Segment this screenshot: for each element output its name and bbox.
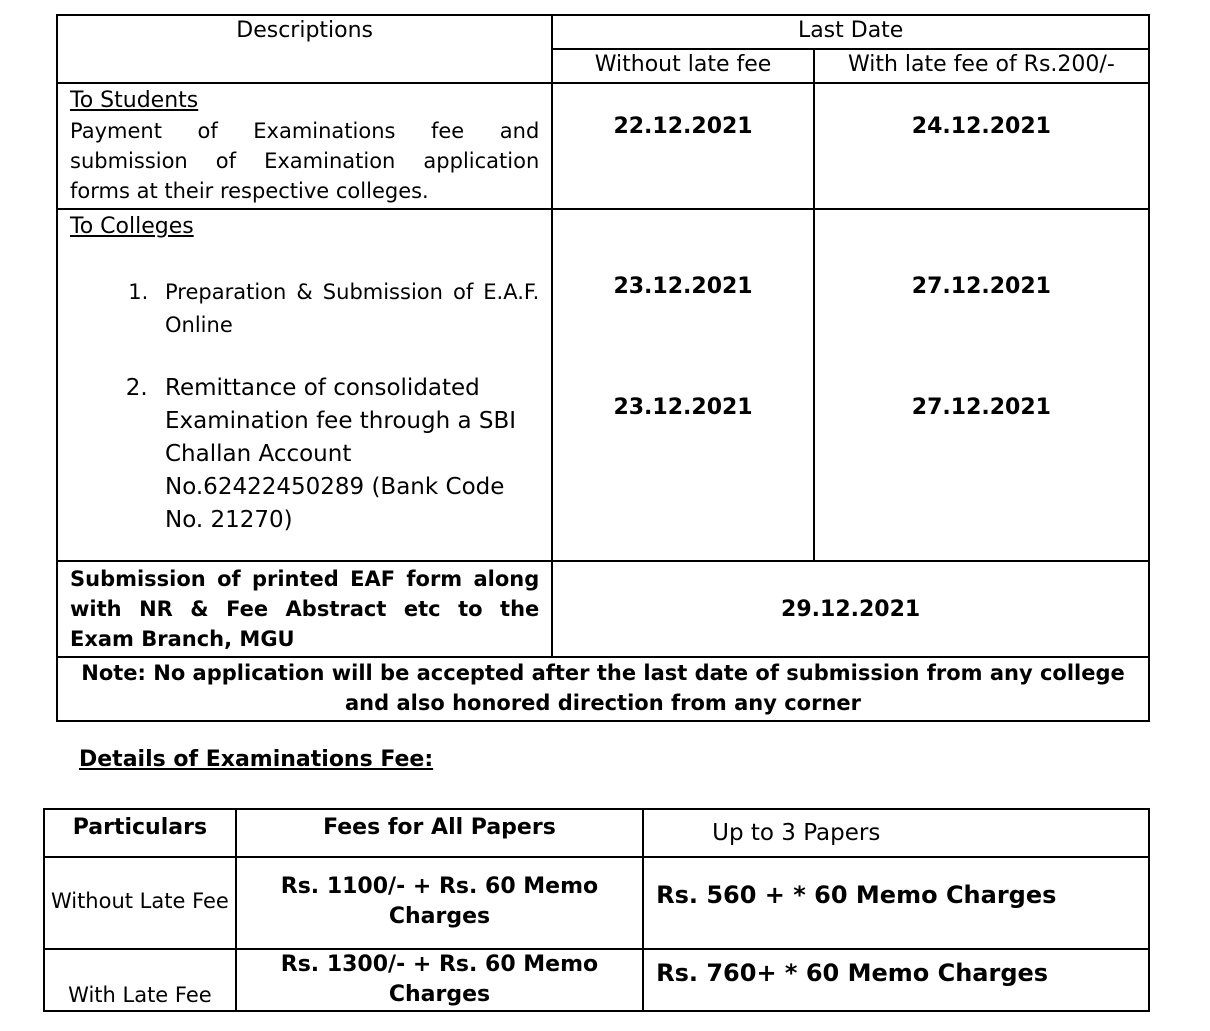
- students-date-with: [814, 83, 1149, 209]
- without-late-fee-header: [552, 49, 814, 83]
- colleges-item-1-date-with: 27.12.2021: [911, 274, 1051, 299]
- colleges-dates-with: [814, 209, 1149, 561]
- colleges-item-1-date-without: 23.12.2021: [613, 274, 753, 299]
- colleges-list: [70, 276, 539, 537]
- students-cell: [57, 83, 552, 209]
- fees-row-label-without-text: Without Late Fee: [50, 889, 229, 913]
- fees-table: [43, 808, 1150, 1012]
- students-heading: To Students: [70, 88, 199, 113]
- fees-header-all-papers: Fees for All Papers: [236, 809, 643, 857]
- fees-header-particulars: Particulars: [44, 809, 236, 857]
- descriptions-header-label: Descriptions: [236, 18, 374, 43]
- printed-eaf-text: Submission of printed EAF form along with NR & Fee Abstract etc to the Exam Branch, MGU: [70, 567, 540, 651]
- fees-up-to-3-with-text: Rs. 760+ * 60 Memo Charges: [656, 959, 1049, 987]
- with-late-fee-header: [814, 49, 1149, 83]
- fees-row-label-with: [44, 949, 236, 1011]
- printed-eaf-cell: [57, 561, 552, 657]
- colleges-dates-without: [552, 209, 814, 561]
- note-text: Note: No application will be accepted after the last date of submission from any college and also honored direction from any corner: [81, 661, 1125, 715]
- fees-header-up-to-3: Up to 3 Papers: [643, 809, 1149, 857]
- fees-all-papers-without: [236, 857, 643, 949]
- fees-up-to-3-without: [643, 857, 1149, 949]
- colleges-cell: [57, 209, 552, 561]
- fees-up-to-3-with: [643, 949, 1149, 1011]
- printed-eaf-date-value: 29.12.2021: [781, 596, 921, 622]
- fees-all-papers-with: [236, 949, 643, 1011]
- colleges-item-2-date-without: 23.12.2021: [613, 395, 753, 420]
- students-date-without-value: 22.12.2021: [613, 114, 753, 139]
- fees-section-title: Details of Examinations Fee:: [79, 747, 434, 772]
- colleges-item-2-date-with: 27.12.2021: [911, 395, 1051, 420]
- students-text: Payment of Examinations fee and submission of Examination application forms at their respective colleges.: [70, 119, 540, 203]
- fees-all-papers-with-text: Rs. 1300/- + Rs. 60 Memo Charges: [280, 952, 599, 1007]
- fees-all-papers-without-text: Rs. 1100/- + Rs. 60 Memo Charges: [280, 874, 599, 929]
- colleges-item-1-text: Preparation & Submission of E.A.F. Online: [165, 280, 540, 337]
- colleges-item-2: [155, 372, 539, 537]
- colleges-heading: To Colleges: [70, 214, 194, 239]
- students-date-without: [552, 83, 814, 209]
- with-late-fee-label: With late fee of Rs.200/-: [847, 52, 1115, 77]
- last-date-header: [552, 15, 1149, 49]
- fees-row-label-with-text: With Late Fee: [68, 983, 212, 1007]
- printed-eaf-date: [552, 561, 1149, 657]
- note-cell: [57, 657, 1149, 721]
- students-date-with-value: 24.12.2021: [911, 114, 1051, 139]
- colleges-item-2-text: Remittance of consolidated Examination fee through a SBI Challan Account No.62422450289 (Bank Code No. 21270): [165, 375, 517, 533]
- last-date-header-label: Last Date: [797, 18, 904, 43]
- schedule-table: [56, 14, 1150, 722]
- descriptions-header: [57, 15, 552, 83]
- without-late-fee-label: Without late fee: [594, 52, 772, 77]
- colleges-item-1: [155, 276, 539, 342]
- fees-row-label-without: [44, 857, 236, 949]
- fees-up-to-3-without-text: Rs. 560 + * 60 Memo Charges: [656, 881, 1057, 909]
